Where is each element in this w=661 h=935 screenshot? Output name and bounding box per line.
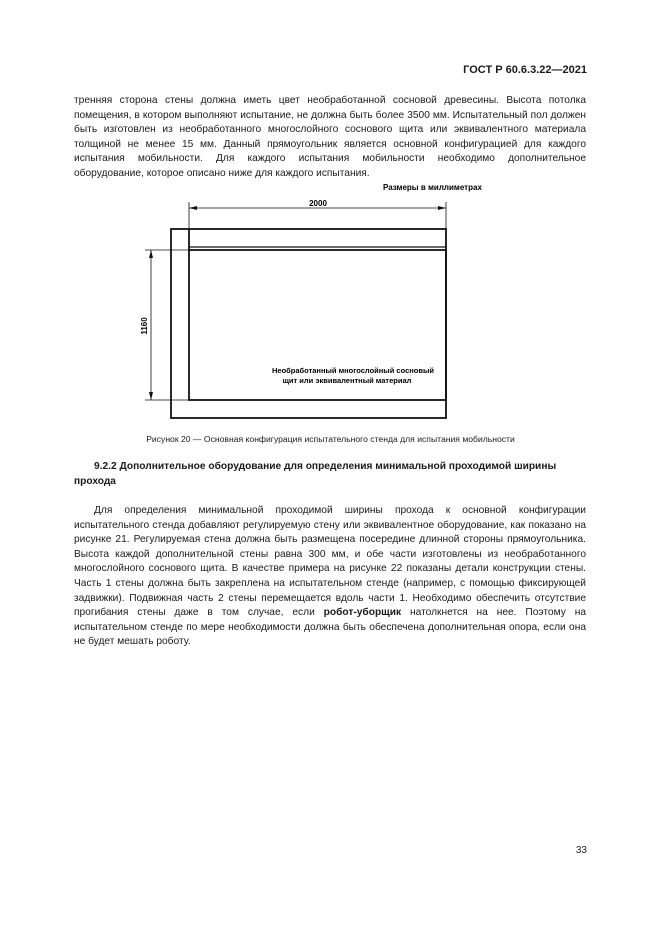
paragraph-intro: тренняя сторона стены должна иметь цвет необработанной сосновой древесины. Высота потолка помещения, в котором выполняют испытание, не должна быть более 3500 мм. Испытательный пол должен быть изготовлен из необработанного многослойного соснового щита или эквивалентного материала толщиной не менее 15 мм. Данный прямоугольник является основной конфигурацией для каждого испытания мобильности. Для каждого испытания мобильности необходимо дополнительное оборудование, которое описано ниже для каждого испытания. [74,95,586,179]
width-arrow-left [189,206,197,210]
paragraph-main-term: робот-уборщик [323,607,402,619]
height-arrow-top [149,250,153,258]
width-arrow-right [438,206,446,210]
material-label-line2: щит или эквивалентный материал [282,376,412,385]
paragraph-main [74,504,586,650]
dimensions-note: Размеры в миллиметрах [383,183,482,192]
paragraph-main-part1: Для определения минимальной проходимой ширины прохода к основной конфигурации испытательного стенда добавляют регулируемую стену или эквивалентное оборудование, как показано на рисунке 21. Регулируемая стена должна быть размещена посередине длинной стороны прямоугольника. Высота каждой дополнительной стены равна 300 мм, и обе части изготовлены из необработанного многослойного соснового щита. В качестве примера на рисунке 22 показаны детали конструкции стены. Часть 1 стены должна быть закреплена на испытательном стенде (например, с помощью фиксирующей задвижки). Подвижная часть 2 стены перемещается вдоль части 1. Необходимо обеспечить отсутствие прогибания стены даже в том случае, если [74,505,586,619]
height-label: 1160 [140,317,149,335]
height-arrow-bottom [149,392,153,400]
outer-wall-frame [171,229,446,418]
page-number: 33 [575,845,587,856]
figure-caption: Рисунок 20 — Основная конфигурация испытательного стенда для испытания мобильности [146,434,515,444]
material-label-line1: Необработанный многослойный сосновый [272,366,434,375]
width-label: 2000 [309,199,327,208]
document-code: ГОСТ Р 60.6.3.22—2021 [463,64,587,76]
section-heading: 9.2.2 Дополнительное оборудование для определения минимальной проходимой ширины прохода [74,461,557,487]
inner-test-area [189,250,446,400]
paragraph-main-part2: натолкнется на нее. Поэтому на испытательном стенде по мере необходимости должна быть обеспечена дополнительная опора, если она не будет мешать роботу. [74,607,586,648]
